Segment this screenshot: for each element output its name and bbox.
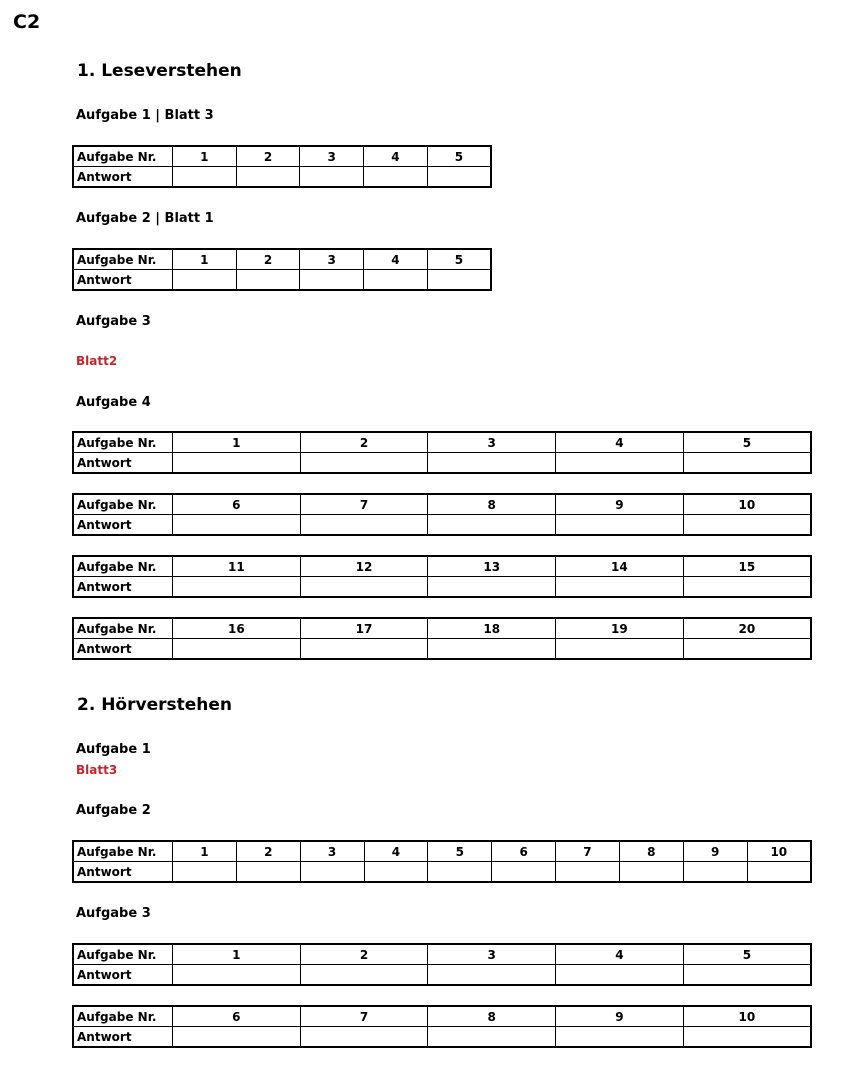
answer-row <box>73 639 811 660</box>
answer-cell[interactable] <box>683 577 811 598</box>
task-number-cell: 7 <box>556 841 620 862</box>
listening-task3-table-2 <box>72 1005 812 1048</box>
answer-cell[interactable] <box>683 453 811 474</box>
task-number-cell: 10 <box>747 841 811 862</box>
task-number-label: Aufgabe Nr. <box>73 432 173 453</box>
task-number-cell: 2 <box>300 432 428 453</box>
task-number-row <box>73 494 811 515</box>
reading-task1-title: Aufgabe 1 | Blatt 3 <box>76 108 214 123</box>
task-number-cell: 17 <box>300 618 428 639</box>
task-number-cell: 6 <box>173 1006 301 1027</box>
answer-cell[interactable] <box>173 965 301 986</box>
task-number-cell: 7 <box>300 494 428 515</box>
answer-cell[interactable] <box>428 965 556 986</box>
task-number-cell: 8 <box>619 841 683 862</box>
task-number-cell: 6 <box>173 494 301 515</box>
task-number-cell: 9 <box>556 1006 684 1027</box>
answer-cell[interactable] <box>683 862 747 883</box>
task-number-cell: 9 <box>683 841 747 862</box>
task-number-cell: 13 <box>428 556 556 577</box>
reading-task1-table <box>72 145 492 188</box>
listening-task2-table <box>72 840 812 883</box>
task-number-cell: 7 <box>300 1006 428 1027</box>
answer-cell[interactable] <box>619 862 683 883</box>
task-number-cell: 5 <box>427 146 491 167</box>
task-number-label: Aufgabe Nr. <box>73 146 173 167</box>
task-number-cell: 3 <box>300 249 364 270</box>
listening-task1-note: Blatt3 <box>76 763 118 777</box>
answer-cell[interactable] <box>173 453 301 474</box>
answer-cell[interactable] <box>428 862 492 883</box>
task-number-cell: 8 <box>428 1006 556 1027</box>
answer-cell[interactable] <box>556 1027 684 1048</box>
answer-cell[interactable] <box>492 862 556 883</box>
task-number-label: Aufgabe Nr. <box>73 556 173 577</box>
task-number-cell: 14 <box>556 556 684 577</box>
task-number-label: Aufgabe Nr. <box>73 841 173 862</box>
answer-cell[interactable] <box>428 577 556 598</box>
answer-cell[interactable] <box>173 515 301 536</box>
task-number-cell: 9 <box>556 494 684 515</box>
reading-task2-table <box>72 248 492 291</box>
reading-task3-title: Aufgabe 3 <box>76 314 151 329</box>
answer-label: Antwort <box>73 453 173 474</box>
task-number-cell: 4 <box>364 146 428 167</box>
task-number-row <box>73 556 811 577</box>
answer-label: Antwort <box>73 515 173 536</box>
listening-task1-title: Aufgabe 1 <box>76 742 151 757</box>
answer-label: Antwort <box>73 639 173 660</box>
reading-task4-table-2 <box>72 493 812 536</box>
task-number-cell: 8 <box>428 494 556 515</box>
task-number-cell: 4 <box>364 841 428 862</box>
answer-cell[interactable] <box>364 270 428 291</box>
answer-cell[interactable] <box>364 862 428 883</box>
task-number-cell: 19 <box>556 618 684 639</box>
answer-row <box>73 167 491 188</box>
reading-task3-note: Blatt2 <box>76 354 118 368</box>
answer-row <box>73 515 811 536</box>
task-number-row <box>73 432 811 453</box>
answer-cell[interactable] <box>236 167 300 188</box>
answer-cell[interactable] <box>683 965 811 986</box>
answer-cell[interactable] <box>428 639 556 660</box>
task-number-row <box>73 146 491 167</box>
answer-cell[interactable] <box>236 862 300 883</box>
answer-cell[interactable] <box>300 639 428 660</box>
answer-cell[interactable] <box>683 1027 811 1048</box>
task-number-cell: 2 <box>300 944 428 965</box>
task-number-cell: 10 <box>683 494 811 515</box>
listening-task2-title: Aufgabe 2 <box>76 803 151 818</box>
answer-cell[interactable] <box>173 639 301 660</box>
task-number-cell: 11 <box>173 556 301 577</box>
answer-cell[interactable] <box>428 453 556 474</box>
task-number-row <box>73 249 491 270</box>
task-number-label: Aufgabe Nr. <box>73 494 173 515</box>
answer-cell[interactable] <box>556 453 684 474</box>
answer-cell[interactable] <box>556 862 620 883</box>
task-number-cell: 5 <box>427 249 491 270</box>
task-number-cell: 1 <box>173 146 237 167</box>
answer-cell[interactable] <box>300 270 364 291</box>
answer-row <box>73 453 811 474</box>
task-number-cell: 1 <box>173 249 237 270</box>
answer-row <box>73 1027 811 1048</box>
task-number-label: Aufgabe Nr. <box>73 249 173 270</box>
task-number-cell: 6 <box>492 841 556 862</box>
task-number-label: Aufgabe Nr. <box>73 1006 173 1027</box>
answer-row <box>73 577 811 598</box>
answer-cell[interactable] <box>556 577 684 598</box>
answer-cell[interactable] <box>428 515 556 536</box>
task-number-cell: 15 <box>683 556 811 577</box>
task-number-cell: 10 <box>683 1006 811 1027</box>
answer-cell[interactable] <box>427 270 491 291</box>
answer-cell[interactable] <box>300 453 428 474</box>
task-number-cell: 12 <box>300 556 428 577</box>
answer-label: Antwort <box>73 1027 173 1048</box>
task-number-cell: 5 <box>683 432 811 453</box>
answer-cell[interactable] <box>300 577 428 598</box>
reading-task4-title: Aufgabe 4 <box>76 395 151 410</box>
answer-row <box>73 862 811 883</box>
listening-task3-title: Aufgabe 3 <box>76 906 151 921</box>
answer-cell[interactable] <box>300 965 428 986</box>
task-number-cell: 5 <box>683 944 811 965</box>
task-number-cell: 4 <box>556 944 684 965</box>
task-number-cell: 3 <box>428 944 556 965</box>
answer-cell[interactable] <box>556 639 684 660</box>
answer-label: Antwort <box>73 965 173 986</box>
task-number-cell: 3 <box>300 146 364 167</box>
level-label: C2 <box>13 11 41 33</box>
task-number-row <box>73 944 811 965</box>
answer-row <box>73 965 811 986</box>
task-number-cell: 20 <box>683 618 811 639</box>
task-number-cell: 1 <box>173 944 301 965</box>
task-number-cell: 1 <box>173 432 301 453</box>
answer-cell[interactable] <box>683 515 811 536</box>
task-number-cell: 2 <box>236 146 300 167</box>
answer-cell[interactable] <box>173 167 237 188</box>
task-number-row <box>73 618 811 639</box>
task-number-label: Aufgabe Nr. <box>73 944 173 965</box>
answer-label: Antwort <box>73 577 173 598</box>
answer-row <box>73 270 491 291</box>
task-number-cell: 2 <box>236 841 300 862</box>
section-title-reading: 1. Leseverstehen <box>77 61 242 81</box>
answer-label: Antwort <box>73 270 173 291</box>
task-number-cell: 2 <box>236 249 300 270</box>
answer-cell[interactable] <box>300 862 364 883</box>
answer-cell[interactable] <box>427 167 491 188</box>
reading-task4-table-3 <box>72 555 812 598</box>
answer-cell[interactable] <box>300 1027 428 1048</box>
task-number-cell: 16 <box>173 618 301 639</box>
task-number-cell: 4 <box>556 432 684 453</box>
task-number-cell: 4 <box>364 249 428 270</box>
section-title-listening: 2. Hörverstehen <box>77 695 233 715</box>
task-number-cell: 3 <box>300 841 364 862</box>
answer-cell[interactable] <box>173 270 237 291</box>
task-number-cell: 3 <box>428 432 556 453</box>
task-number-cell: 1 <box>173 841 237 862</box>
reading-task2-title: Aufgabe 2 | Blatt 1 <box>76 211 214 226</box>
answer-cell[interactable] <box>683 639 811 660</box>
answer-cell[interactable] <box>300 167 364 188</box>
answer-label: Antwort <box>73 862 173 883</box>
answer-cell[interactable] <box>428 1027 556 1048</box>
answer-cell[interactable] <box>556 515 684 536</box>
reading-task4-table-4 <box>72 617 812 660</box>
task-number-cell: 5 <box>428 841 492 862</box>
task-number-cell: 18 <box>428 618 556 639</box>
answer-cell[interactable] <box>300 515 428 536</box>
answer-cell[interactable] <box>173 862 237 883</box>
listening-task3-table-1 <box>72 943 812 986</box>
answer-cell[interactable] <box>747 862 811 883</box>
reading-task4-table-1 <box>72 431 812 474</box>
task-number-row <box>73 841 811 862</box>
answer-label: Antwort <box>73 167 173 188</box>
task-number-row <box>73 1006 811 1027</box>
task-number-label: Aufgabe Nr. <box>73 618 173 639</box>
answer-cell[interactable] <box>556 965 684 986</box>
answer-cell[interactable] <box>173 1027 301 1048</box>
answer-cell[interactable] <box>236 270 300 291</box>
answer-cell[interactable] <box>173 577 301 598</box>
answer-cell[interactable] <box>364 167 428 188</box>
